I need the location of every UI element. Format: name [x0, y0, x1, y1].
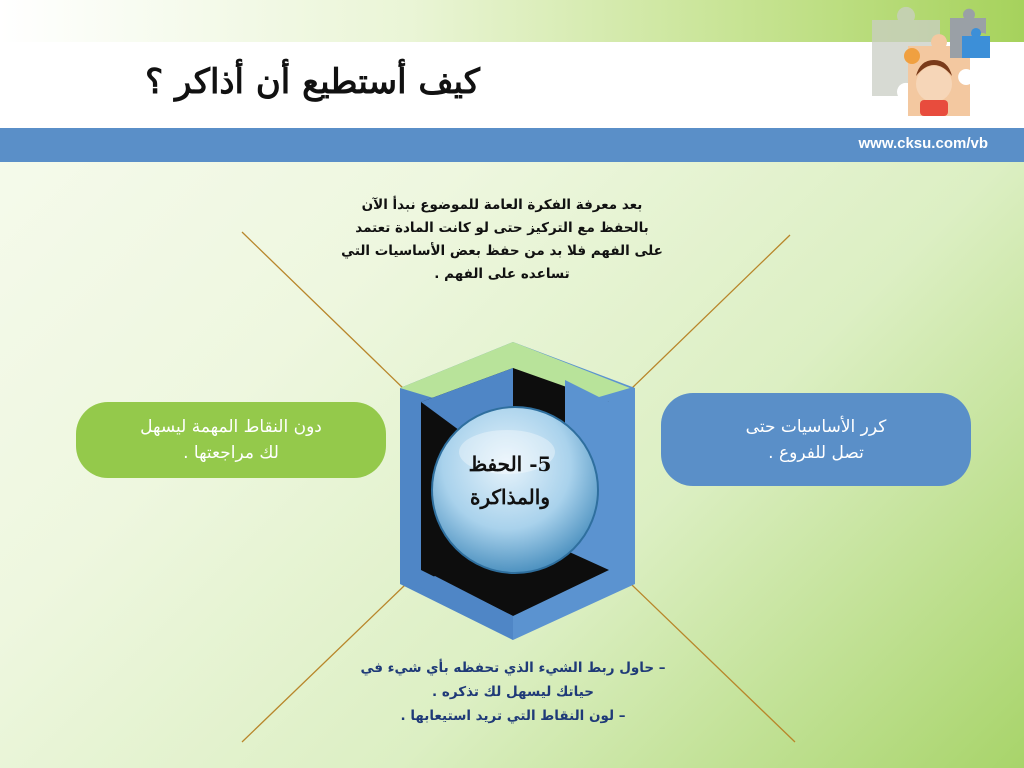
right-note-line: كرر الأساسيات حتى: [745, 416, 887, 437]
right-note-box: [661, 393, 971, 486]
center-label: [440, 448, 580, 514]
bottom-note-line: – لون النقاط التي تريد استيعابها .: [400, 708, 626, 724]
left-note-line: لك مراجعتها .: [183, 443, 279, 463]
right-note-line: تصل للفروع .: [768, 442, 864, 463]
left-note-line: دون النقاط المهمة ليسهل: [140, 417, 322, 437]
bottom-note-line: – حاول ربط الشيء الذي تحفظه بأي شيء في: [360, 660, 666, 676]
top-note: [322, 194, 682, 286]
top-note-line: بالحفظ مع التركيز حتى لو كانت المادة تعتمد: [355, 220, 649, 236]
top-note-line: بعد معرفة الفكرة العامة للموضوع نبدأ الآن: [361, 197, 643, 213]
center-label-line1: 5- الحفظ: [468, 452, 552, 476]
bottom-note: [322, 656, 704, 728]
left-note-box: [76, 402, 386, 478]
top-note-line: على الفهم فلا بد من حفظ بعض الأساسيات التي: [341, 243, 663, 259]
top-note-line: تساعده على الفهم .: [434, 266, 570, 282]
site-url: www.cksu.com/vb: [858, 135, 988, 152]
bottom-note-line: حياتك ليسهل لك تذكره .: [432, 684, 594, 700]
center-label-line2: والمذاكرة: [470, 485, 550, 509]
slide-title: كيف أستطيع أن أذاكر ؟: [145, 62, 480, 102]
